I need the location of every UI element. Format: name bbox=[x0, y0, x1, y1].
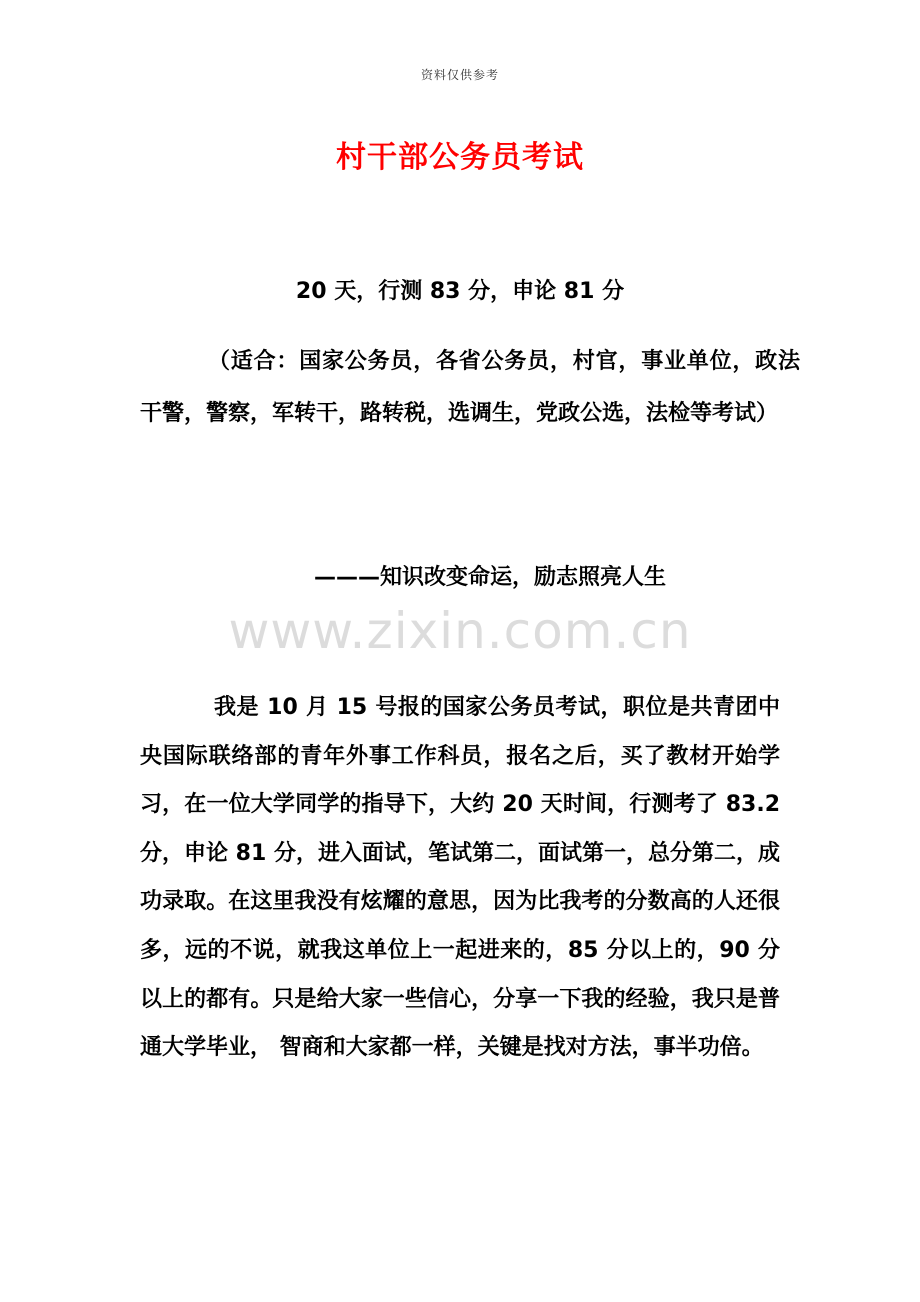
motto-line: ———知识改变命运，励志照亮人生 bbox=[314, 565, 667, 590]
document-title: 村干部公务员考试 bbox=[336, 140, 584, 175]
document-subtitle: 20 天，行测 83 分，申论 81 分 bbox=[295, 279, 625, 304]
header-note: 资料仅供参考 bbox=[420, 68, 499, 82]
applicable-exams-note: （适合：国家公务员，各省公务员，村官，事业单位，政法干警，警察，军转干，路转税，选调生，党政公选，法检等考试） bbox=[140, 349, 800, 426]
body-paragraph: 我是 10 月 15 号报的国家公务员考试，职位是共青团中央国际联络部的青年外事工作科员，报名之后，买了教材开始学习，在一位大学同学的指导下，大约 20 天时间，行测考了 83.2 分，申论 81 分，进入面试，笔试第二，面试第一，总分第二，成功录取。在这里我没有炫耀的意思，因为比我考的分数高的人还很多，远的不说，就我这单位上一起进来的，85 分以上的，90 分以上的都有。只是给大家一些信心，分享一下我的经验，我只是普通大学毕业， 智商和大家都一样，关键是找对方法，事半功倍。 bbox=[140, 695, 780, 1061]
watermark: www.zixin.com.cn bbox=[228, 602, 692, 660]
